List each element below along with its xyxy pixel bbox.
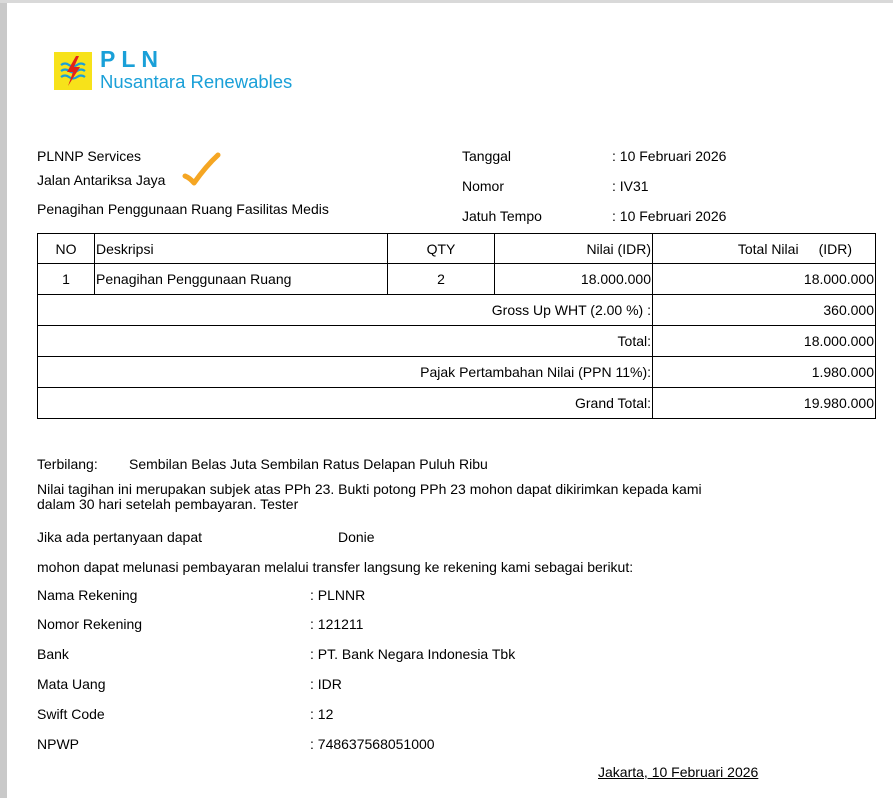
swift-code-value: : 12 — [310, 706, 334, 722]
header-description: Deskripsi — [95, 234, 388, 264]
row-description: Penagihan Penggunaan Ruang — [95, 264, 388, 295]
total-value: 18.000.000 — [653, 326, 876, 357]
header-no: NO — [38, 234, 95, 264]
pph-note-line-1: Nilai tagihan ini merupakan subjek atas PPh 23. Bukti potong PPh 23 mohon dapat dikirimkan kepada kami — [37, 481, 702, 497]
header-nilai: Nilai (IDR) — [495, 234, 653, 264]
row-no: 1 — [38, 264, 95, 295]
meta-date-value: : 10 Februari 2026 — [612, 148, 727, 164]
contact-name: Donie — [338, 529, 375, 545]
terbilang-text: Sembilan Belas Juta Sembilan Ratus Delapan Puluh Ribu — [129, 456, 488, 472]
bank-account-name-label: Nama Rekening — [37, 587, 138, 603]
summary-row-gross-up — [38, 295, 876, 326]
header-total — [653, 234, 876, 264]
meta-number-value: : IV31 — [612, 178, 649, 194]
meta-due-value: : 10 Februari 2026 — [612, 208, 727, 224]
grand-total-value: 19.980.000 — [653, 388, 876, 419]
invoice-table — [37, 233, 876, 419]
contact-label: Jika ada pertanyaan dapat — [37, 529, 203, 545]
ppn-value: 1.980.000 — [653, 357, 876, 388]
checkmark-icon — [182, 150, 224, 190]
payment-intro: mohon dapat melunasi pembayaran melalui transfer langsung ke rekening kami sebagai berikut: — [37, 559, 634, 575]
ppn-label: Pajak Pertambahan Nilai (PPN 11%): — [38, 357, 653, 388]
currency-label: Mata Uang — [37, 676, 106, 692]
sender-address: Jalan Antariksa Jaya — [37, 172, 166, 188]
summary-row-grand-total — [38, 388, 876, 419]
invoice-description: Penagihan Penggunaan Ruang Fasilitas Medis — [37, 201, 329, 217]
table-row — [38, 264, 876, 295]
logo-brand-text: PLN — [100, 46, 164, 72]
bank-name-value: : PT. Bank Negara Indonesia Tbk — [310, 646, 516, 662]
npwp-label: NPWP — [37, 736, 79, 752]
terbilang-label: Terbilang: — [37, 456, 98, 472]
header-total-unit: (IDR) — [818, 240, 852, 257]
signature-place-date: Jakarta, 10 Februari 2026 — [598, 764, 759, 780]
header-total-label: Total Nilai — [737, 240, 799, 257]
bank-account-number-label: Nomor Rekening — [37, 616, 143, 632]
currency-value: : IDR — [310, 676, 342, 692]
swift-code-label: Swift Code — [37, 706, 105, 722]
sender-name: PLNNP Services — [37, 148, 142, 164]
bank-account-number-value: : 121211 — [310, 616, 364, 632]
meta-due-label: Jatuh Tempo — [462, 208, 542, 224]
summary-row-total — [38, 326, 876, 357]
gross-up-value: 360.000 — [653, 295, 876, 326]
pph-note-line-2: dalam 30 hari setelah pembayaran. Tester — [37, 496, 299, 512]
row-total: 18.000.000 — [653, 264, 876, 295]
row-nilai: 18.000.000 — [495, 264, 653, 295]
pln-logo-icon — [54, 52, 92, 90]
logo-subtitle: Nusantara Renewables — [100, 71, 293, 92]
total-label: Total: — [38, 326, 653, 357]
bank-account-name-value: : PLNNR — [310, 587, 366, 603]
header-qty: QTY — [388, 234, 495, 264]
gross-up-label: Gross Up WHT (2.00 %) : — [38, 295, 653, 326]
meta-number-label: Nomor — [462, 178, 505, 194]
row-qty: 2 — [388, 264, 495, 295]
summary-row-ppn — [38, 357, 876, 388]
viewer-left-border — [0, 0, 7, 798]
npwp-value: : 748637568051000 — [310, 736, 435, 752]
bank-name-label: Bank — [37, 646, 69, 662]
meta-date-label: Tanggal — [462, 148, 512, 164]
table-header-row — [38, 234, 876, 264]
grand-total-label: Grand Total: — [38, 388, 653, 419]
